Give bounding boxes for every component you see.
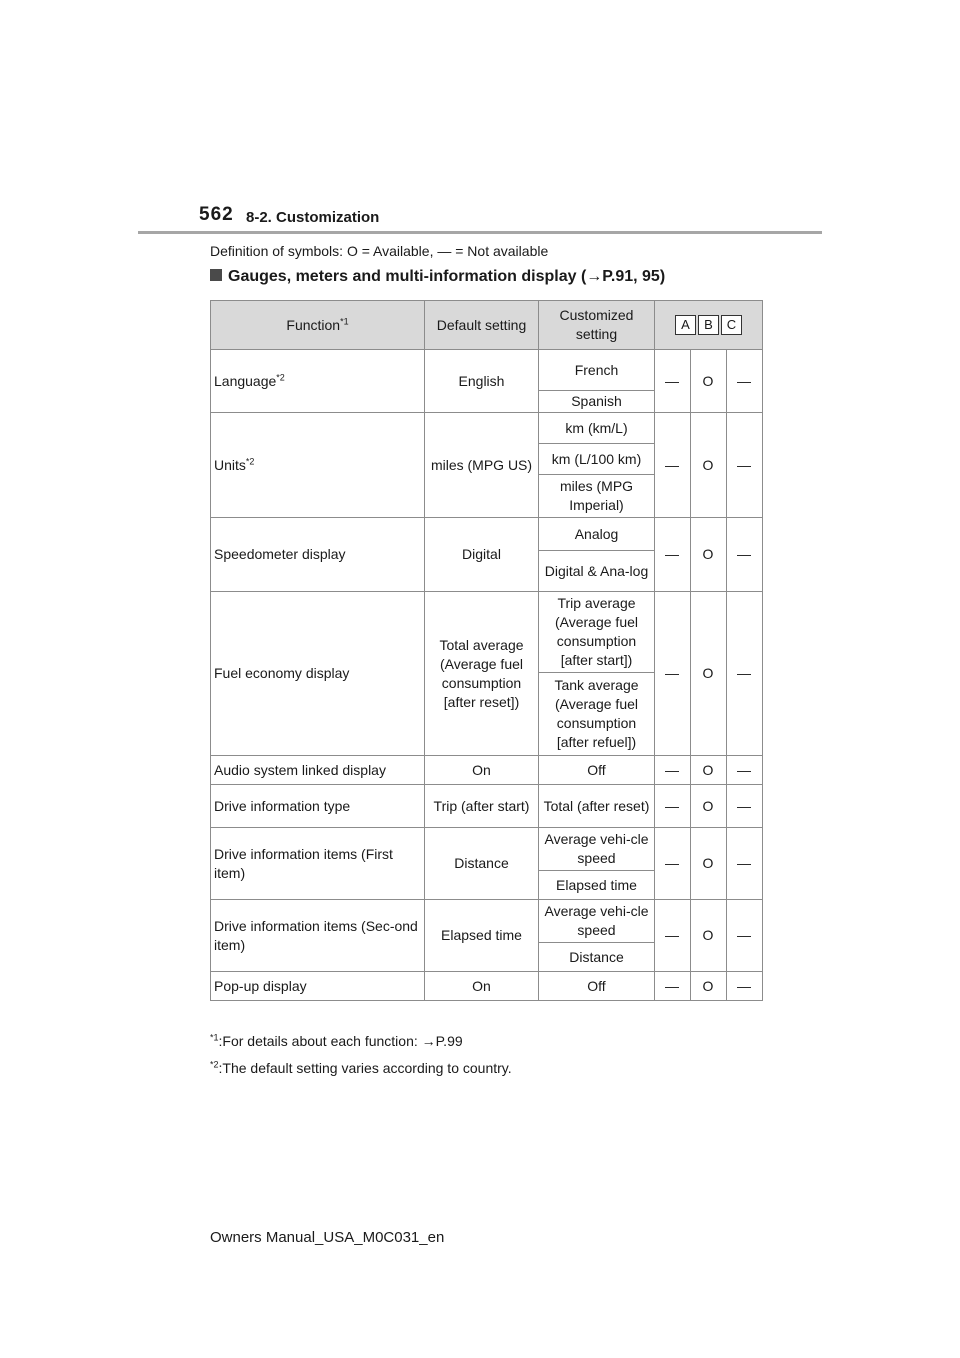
a-cell: — <box>655 785 691 828</box>
default-cell: Distance <box>425 828 539 900</box>
table-row <box>211 756 763 785</box>
letter-box-a: A <box>675 315 696 335</box>
header-default: Default setting <box>425 301 539 350</box>
a-cell: — <box>655 350 691 413</box>
c-cell: — <box>727 413 763 518</box>
settings-table <box>210 300 763 1001</box>
function-cell: Pop-up display <box>211 972 425 1001</box>
table-row <box>211 592 763 673</box>
table-header-row <box>211 301 763 350</box>
header-function: Function$^{*1}$ <box>211 301 425 350</box>
section-heading <box>210 268 665 286</box>
footnote-1: $^{*1}$:For details about each function: →P.99 <box>210 1032 463 1049</box>
option-cell: Elapsed time <box>539 871 655 900</box>
function-cell: Fuel economy display <box>211 592 425 756</box>
a-cell: — <box>655 413 691 518</box>
option-cell: Total (after reset) <box>539 785 655 828</box>
table-row <box>211 900 763 943</box>
letter-box-b: B <box>698 315 719 335</box>
default-cell: miles (MPG US) <box>425 413 539 518</box>
header-customized: Customized setting <box>539 301 655 350</box>
default-cell: Total average (Average fuel consumption [after reset]) <box>425 592 539 756</box>
b-cell: O <box>691 828 727 900</box>
a-cell: — <box>655 972 691 1001</box>
table-row <box>211 828 763 871</box>
default-cell: Elapsed time <box>425 900 539 972</box>
c-cell: — <box>727 592 763 756</box>
function-cell: Drive information items (Sec-ond item) <box>211 900 425 972</box>
a-cell: — <box>655 900 691 972</box>
page-number: 562 <box>199 204 234 225</box>
a-cell: — <box>655 518 691 592</box>
default-cell: English <box>425 350 539 413</box>
table-row <box>211 972 763 1001</box>
table-row <box>211 413 763 444</box>
a-cell: — <box>655 592 691 756</box>
option-cell: French <box>539 350 655 391</box>
option-cell: Spanish <box>539 391 655 413</box>
footer-text: Owners Manual_USA_M0C031_en <box>210 1229 445 1246</box>
option-cell: Off <box>539 972 655 1001</box>
b-cell: O <box>691 518 727 592</box>
letter-box-c: C <box>721 315 742 335</box>
option-cell: km (km/L) <box>539 413 655 444</box>
header-abc <box>655 301 763 350</box>
square-bullet-icon <box>210 269 222 281</box>
c-cell: — <box>727 900 763 972</box>
arrow-icon: → <box>586 268 603 285</box>
default-cell: On <box>425 756 539 785</box>
b-cell: O <box>691 756 727 785</box>
function-cell: Speedometer display <box>211 518 425 592</box>
b-cell: O <box>691 592 727 756</box>
function-cell: Drive information items (First item) <box>211 828 425 900</box>
default-cell: Trip (after start) <box>425 785 539 828</box>
header-rule <box>138 231 822 234</box>
a-cell: — <box>655 756 691 785</box>
table-row <box>211 350 763 391</box>
option-cell: miles (MPG Imperial) <box>539 475 655 518</box>
option-cell: Tank average (Average fuel consumption [after refuel]) <box>539 673 655 756</box>
footnote-ref: P.99 <box>435 1033 463 1049</box>
default-cell: Digital <box>425 518 539 592</box>
c-cell: — <box>727 756 763 785</box>
option-cell: Average vehi-cle speed <box>539 828 655 871</box>
heading-text: Gauges, meters and multi-information display ( <box>228 268 587 285</box>
b-cell: O <box>691 413 727 518</box>
option-cell: Analog <box>539 518 655 551</box>
option-cell: Digital & Ana-log <box>539 551 655 592</box>
option-cell: Average vehi-cle speed <box>539 900 655 943</box>
function-cell: Drive information type <box>211 785 425 828</box>
option-cell: km (L/100 km) <box>539 444 655 475</box>
b-cell: O <box>691 350 727 413</box>
c-cell: — <box>727 350 763 413</box>
a-cell: — <box>655 828 691 900</box>
arrow-icon: → <box>421 1033 436 1049</box>
b-cell: O <box>691 900 727 972</box>
symbol-definition: Definition of symbols: O = Available, — = Not available <box>210 243 549 259</box>
c-cell: — <box>727 785 763 828</box>
function-cell: Language$^{*2}$ <box>211 350 425 413</box>
footnote-mark: *2 <box>210 1059 219 1070</box>
default-cell: On <box>425 972 539 1001</box>
option-cell: Trip average (Average fuel consumption [after start]) <box>539 592 655 673</box>
b-cell: O <box>691 785 727 828</box>
heading-refs: P.91, 95) <box>602 268 666 285</box>
table-row <box>211 518 763 551</box>
option-cell: Distance <box>539 943 655 972</box>
table-row <box>211 785 763 828</box>
c-cell: — <box>727 828 763 900</box>
function-cell: Audio system linked display <box>211 756 425 785</box>
function-cell: Units$^{*2}$ <box>211 413 425 518</box>
footnote-mark: *1 <box>210 1032 219 1043</box>
footnote-2: $^{*2}$:The default setting varies according to country. <box>210 1059 512 1076</box>
footnote-mark: *1 <box>340 315 349 326</box>
section-title: 8-2. Customization <box>246 209 380 226</box>
option-cell: Off <box>539 756 655 785</box>
c-cell: — <box>727 518 763 592</box>
b-cell: O <box>691 972 727 1001</box>
c-cell: — <box>727 972 763 1001</box>
